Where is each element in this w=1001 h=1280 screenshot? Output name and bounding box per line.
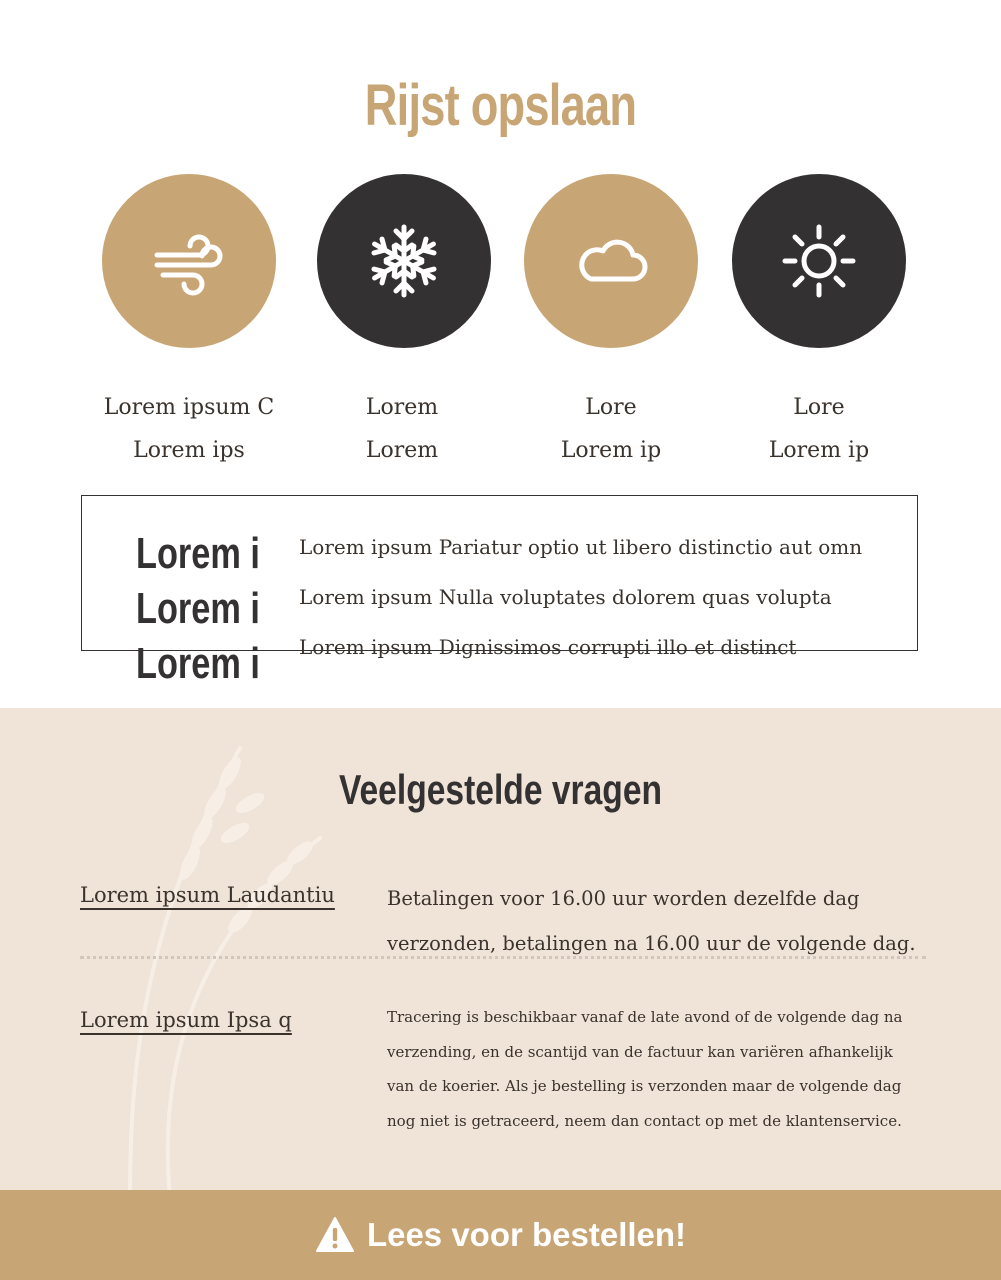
warning-icon [315,1216,355,1254]
info-box-lines [299,522,899,672]
info-heading: Lorem i [136,639,260,688]
faq-divider [80,956,926,959]
feature-label-snowflake: Lorem Lorem [365,395,439,463]
faq-title: Veelgestelde vragen [338,766,663,813]
faq-answer-1: Betalingen voor 16.00 uur worden dezelfde dag verzonden, betalingen na 16.00 uur de volgende dag. [387,887,916,955]
info-box-headings [136,526,286,691]
feature-circle-cloud [524,174,698,348]
info-line: Lorem ipsum Dignissimos corrupti illo et distinct [299,635,797,659]
sun-icon [777,219,861,303]
banner-text: Lees voor bestellen! [366,1216,687,1253]
feature-label-cloud: Lore Lorem ip [560,395,662,463]
faq-question-1[interactable]: Lorem ipsum Laudantiu [80,883,335,907]
faq-question-2[interactable]: Lorem ipsum Ipsa q [80,1008,292,1032]
snowflake-icon [362,219,446,303]
feature-circle-snowflake [317,174,491,348]
notice-banner[interactable] [0,1190,1001,1280]
feature-circle-sun [732,174,906,348]
faq-answer-2: Tracering is beschikbaar vanaf de late avond of de volgende dag na verzending, en de scantijd van de factuur kan variëren afhankelijk van de koerier. Als je bestelling is verzonden maar de volgende dag nog niet is getraceerd, neem dan contact op met de klantenservice. [387,1008,903,1130]
cloud-icon [569,219,653,303]
info-line: Lorem ipsum Nulla voluptates dolorem quas volupta [299,585,832,609]
faq-section [0,708,1001,1190]
feature-label-wind: Lorem ipsum C Lorem ips [103,395,275,463]
info-line: Lorem ipsum Pariatur optio ut libero distinctio aut omn [299,535,863,559]
feature-label-sun: Lore Lorem ip [768,395,870,463]
feature-circle-wind [102,174,276,348]
info-heading: Lorem i [136,529,260,578]
info-heading: Lorem i [136,584,260,633]
page-title: Rijst opslaan [364,73,637,138]
wind-icon [147,219,231,303]
